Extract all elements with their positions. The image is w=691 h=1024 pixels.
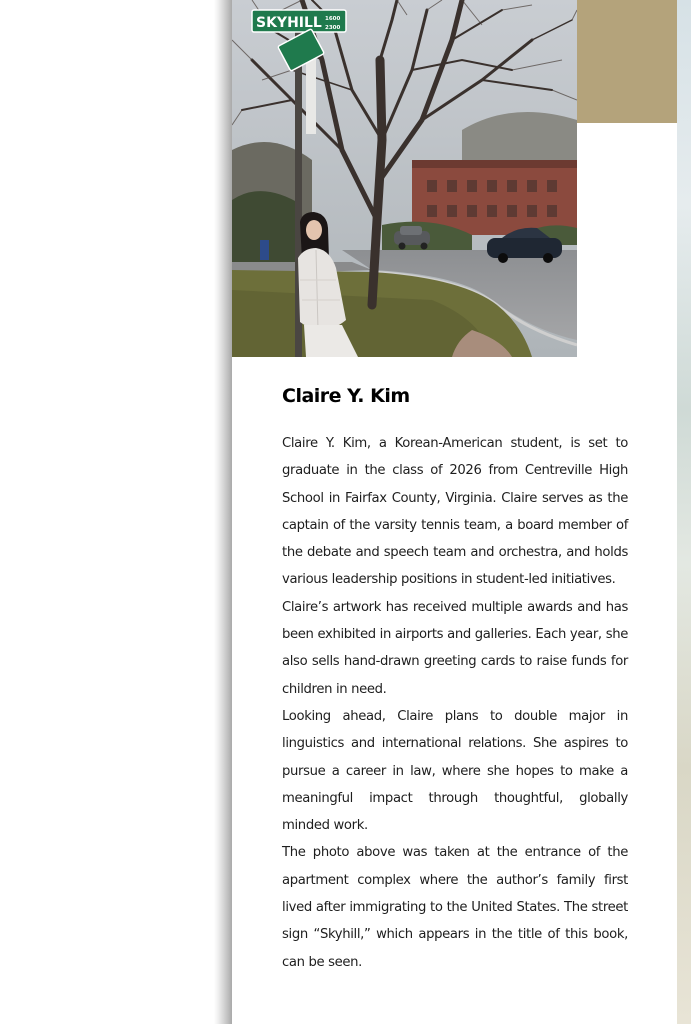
author-name-heading: Claire Y. Kim: [282, 385, 410, 407]
bio-paragraph-1: Claire Y. Kim, a Korean-American student, is set to graduate in the class of 2026 from Centreville High School in Fairfax County, Virginia. Claire serves as the captain of the varsity tennis team, a board member of the debate and speech team and orchestra, and holds various leadership positions in student-led initiatives.: [282, 436, 628, 588]
street-sign-number-2: 2300: [325, 25, 341, 31]
bio-section: [282, 380, 628, 976]
page-shadow: [214, 0, 232, 1024]
book-page: [232, 0, 677, 1024]
street-sign-number-1: 1600: [325, 16, 341, 22]
author-photo: [232, 0, 577, 357]
author-photo-illustration: [232, 0, 577, 357]
bio-paragraph-4: The photo above was taken at the entrance of the apartment complex where the author’s family first lived after immigrating to the United States. The street sign “Skyhill,” which appears in the title of this book, can be seen.: [282, 845, 628, 970]
bio-paragraph-2: Claire’s artwork has received multiple awards and has been exhibited in airports and galleries. Each year, she also sells hand-drawn greeting cards to raise funds for children in need.: [282, 599, 628, 697]
decorative-tan-block: [577, 0, 677, 123]
bio-paragraph-3: Looking ahead, Claire plans to double major in linguistics and international relations. She aspires to pursue a career in law, where she hopes to make a meaningful impact through thoughtful, globally minded work.: [282, 708, 628, 834]
street-sign-main-text: SKYHILL: [256, 15, 322, 31]
right-background-strip: [677, 0, 691, 1024]
left-margin: [0, 0, 214, 1024]
